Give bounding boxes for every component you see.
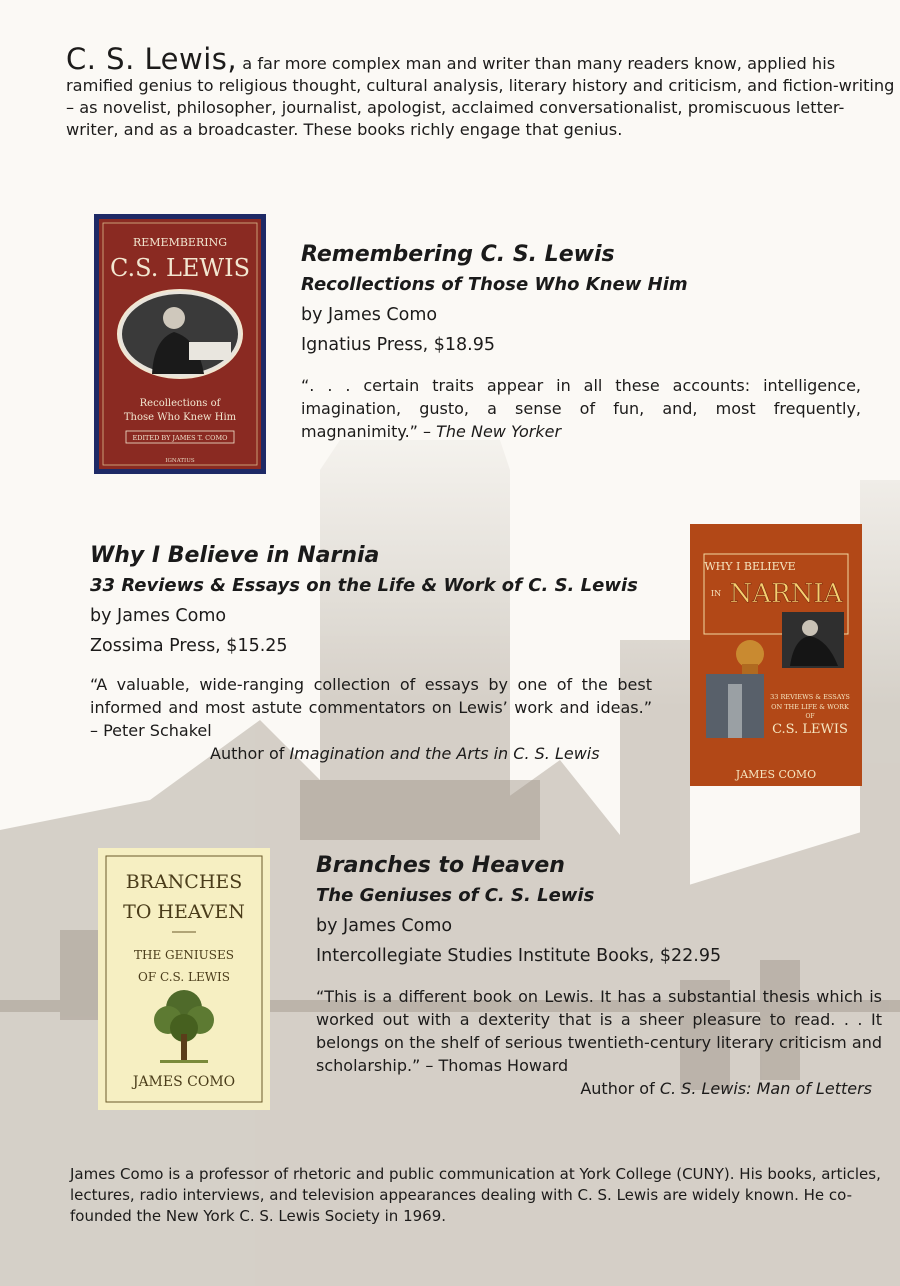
- cover2-text-7: C.S. LEWIS: [772, 722, 848, 737]
- cover1-text-2: C.S. LEWIS: [109, 254, 251, 282]
- quote-text: “. . . certain traits appear in all these accounts: intelligence, imagination, gusto, a sense of fun, and, most frequently, magnanimity.” –: [301, 376, 861, 441]
- cover2-lion-figure: [736, 640, 764, 668]
- book-author: by James Como: [316, 916, 453, 936]
- book-subtitle: 33 Reviews & Essays on the Life & Work of C. S. Lewis: [90, 575, 638, 596]
- cover3-text-1: BRANCHES: [125, 871, 243, 893]
- book-quote: “A valuable, wide-ranging collection of essays by one of the best informed and most astute commentators on Lewis’ work and ideas.” – Peter Schakel: [90, 675, 652, 740]
- cover1-text-6: IGNATIUS: [165, 458, 195, 464]
- book-quote-attribution: [316, 1077, 892, 1100]
- cover1-text-1: REMEMBERING: [132, 236, 228, 249]
- book-entry-narnia: [90, 541, 660, 765]
- book-title: Branches to Heaven: [316, 853, 565, 878]
- author-bio: James Como is a professor of rhetoric and public communication at York College (CUNY). His books, articles, lectures, radio interviews, and television appearances dealing with C. S. Lewis are widely known. He co-founded the New York C. S. Lewis Society in 1969.: [70, 1165, 881, 1225]
- cover3-text-4: OF C.S. LEWIS: [138, 970, 230, 984]
- book-entry-remembering: [301, 240, 891, 443]
- book-subtitle: The Geniuses of C. S. Lewis: [316, 885, 595, 906]
- intro-text: a far more complex man and writer than many readers know, applied his ramified genius to religious thought, cultural analysis, literary history and criticism, and fiction-writing – as novelist, philosopher, journalist, apologist, acclaimed conversationalist, promiscuous letter-writer, and as a broadcaster. These books richly engage that genius.: [66, 54, 895, 139]
- book-author: by James Como: [90, 606, 227, 626]
- cover2-text-5: ON THE LIFE & WORK: [771, 703, 849, 711]
- book-title: Remembering C. S. Lewis: [301, 242, 615, 267]
- attribution-prefix: Author of: [580, 1079, 660, 1098]
- cover3-text-3: THE GENIUSES: [134, 948, 234, 962]
- book-entry-branches: [316, 851, 892, 1100]
- book-publisher: Intercollegiate Studies Institute Books, $22.95: [316, 946, 722, 966]
- book-quote-attribution: [90, 742, 660, 765]
- cover2-text-6: OF: [805, 713, 815, 720]
- cover1-text-3: Recollections of: [139, 398, 221, 409]
- cover3-text-2: TO HEAVEN: [123, 901, 245, 923]
- attribution-prefix: Author of: [210, 744, 290, 763]
- book-cover-branches: [98, 848, 270, 1110]
- book-quote: [301, 374, 861, 443]
- cover2-text-1: WHY I BELIEVE: [704, 560, 796, 573]
- cover2-text-4: 33 REVIEWS & ESSAYS: [770, 693, 850, 701]
- attribution-title: C. S. Lewis: Man of Letters: [659, 1079, 872, 1098]
- cover3-text-5: JAMES COMO: [132, 1074, 236, 1090]
- quote-source: The New Yorker: [436, 422, 562, 441]
- cover2-text-8: JAMES COMO: [735, 768, 817, 781]
- book-publisher: Zossima Press, $15.25: [90, 636, 288, 656]
- book-author: by James Como: [301, 305, 438, 325]
- cover2-text-2: IN: [710, 589, 722, 598]
- attribution-title: Imagination and the Arts in C. S. Lewis: [289, 744, 600, 763]
- book-cover-remembering: [94, 214, 266, 474]
- cover1-text-4: Those Who Knew Him: [123, 412, 237, 423]
- book-publisher: Ignatius Press, $18.95: [301, 335, 495, 355]
- cover2-text-3: NARNIA: [729, 579, 843, 609]
- intro-lead: C. S. Lewis,: [66, 42, 238, 76]
- book-subtitle: Recollections of Those Who Knew Him: [301, 274, 688, 295]
- book-title: Why I Believe in Narnia: [90, 543, 380, 568]
- cover1-text-5: EDITED BY JAMES T. COMO: [132, 434, 228, 442]
- book-cover-narnia: [690, 524, 862, 786]
- book-quote: “This is a different book on Lewis. It has a substantial thesis which is worked out with a dexterity that is a sheer pleasure to read. . . It belongs on the shelf of serious twentieth-century literary criticism and scholarship.” – Thomas Howard: [316, 987, 882, 1075]
- intro-paragraph: [66, 42, 896, 141]
